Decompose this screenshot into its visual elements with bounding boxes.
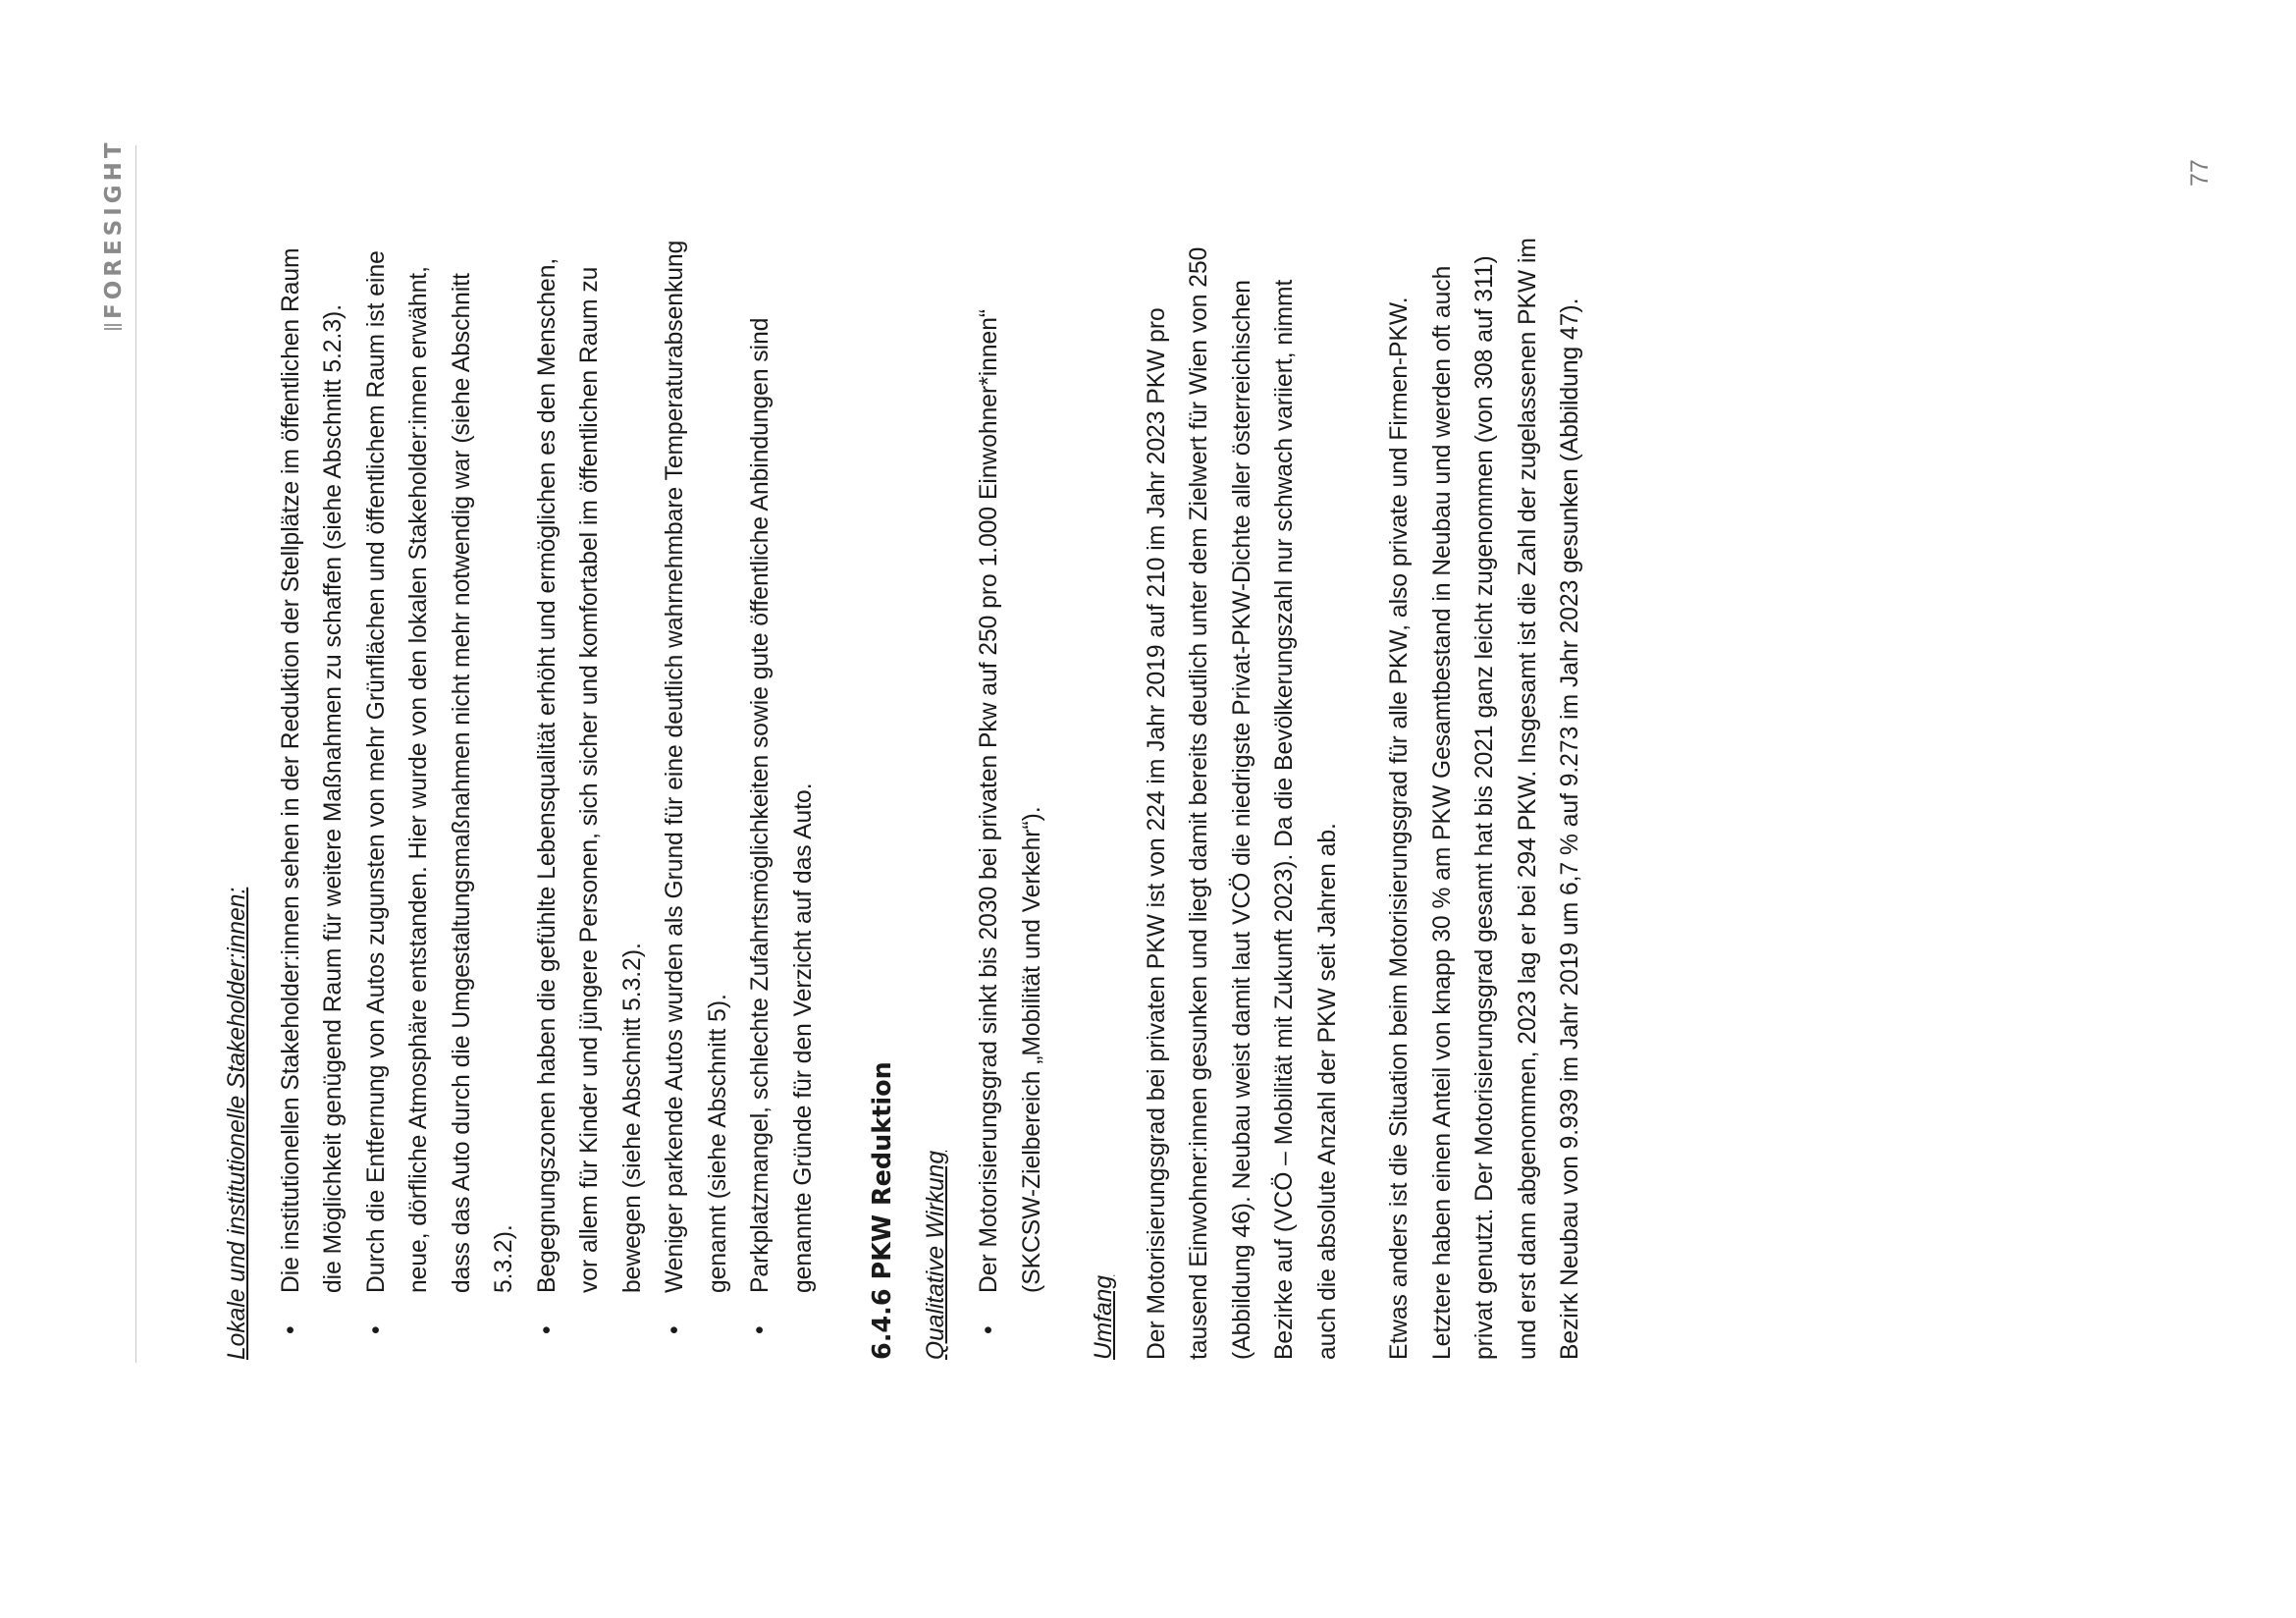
scope-subheading: Umfang [1091,1274,1117,1360]
effect-bullet-list [968,231,1053,1360]
list-item-text: Begegnungszonen haben die gefühlte Lebensqualität erhöht und ermöglichen es den Menschen, vor allem für Kinder und jüngere Personen, sich sicher und komfortabel im öffentlichen Raum zu bewegen (siehe Abschnitt 5.3.2). [533,257,646,1293]
spacer [1349,231,1378,1360]
qualitative-effect-subheading: Qualitative Wirkung [922,1150,949,1360]
page-content [216,231,1592,1360]
bullet-icon: • [747,1325,774,1334]
body-paragraph: Der Motorisierungsgrad bei privaten PKW ist von 224 im Jahr 2019 auf 210 im Jahr 2023 PKW pro tausend Einwohner:innen gesunken und liegt damit bereits deutlich unter dem Zielwert für Wien von 250 (Abbildung 46). Neubau weist damit laut VCÖ die niedrigste Privat-PKW-Dichte aller österreichischen Bezirke auf (VCÖ – Mobilität mit Zukunft 2023). Da die Bevölkerungszahl nur schwach variiert, nimmt auch die absolute Anzahl der PKW seit Jahren ab. [1143,246,1341,1360]
page-number: 77 [2186,159,2214,187]
header-divider [135,145,136,1363]
list-item [654,231,739,1360]
section-heading: 6.4.6 PKW Reduktion [868,1061,897,1360]
stakeholder-bullet-list [270,231,826,1360]
brand-logo [101,138,127,330]
bullet-icon: • [362,1325,390,1334]
body-paragraph: Etwas anders ist die Situation beim Motorisierungsgrad für alle PKW, also private und Firmen-PKW. Letztere haben einen Anteil von knapp 30 % am PKW Gesamtbestand in Neubau und werden oft auch privat genutzt. Der Motorisierungsgrad gesamt hat bis 2021 ganz leicht zugenommen (von 308 auf 311) und erst dann abgenommen, 2023 lag er bei 294 PKW. Insgesamt ist die Zahl der zugelassenen PKW im Bezirk Neubau von 9.939 im Jahr 2019 um 6,7 % auf 9.273 im Jahr 2023 gesunken (Abbildung 47). [1386,238,1583,1360]
list-item [739,231,825,1360]
list-item [968,231,1053,1360]
list-item-text: Der Motorisierungsgrad sinkt bis 2030 bei privaten Pkw auf 250 pro 1.000 Einwohner*innen“ (SKCSW-Zielbereich „Mobilität und Verkehr“). [976,308,1045,1293]
brand-bars-icon [104,322,122,330]
list-item-text: Durch die Entfernung von Autos zugunsten von mehr Grünflächen und öffentlichem Raum ist eine neue, dörfliche Atmosphäre entstanden. Hier wurde von den lokalen Stakeholder:innen erwähnt, dass das Auto durch die Umgestaltungsmaßnahmen nicht mehr notwendig war (siehe Abschnitt 5.3.2). [362,250,517,1293]
list-item-text: Weniger parkende Autos wurden als Grund für eine deutlich wahrnehmbare Temperaturabsenkung genannt (siehe Abschnitt 5). [662,240,731,1293]
list-item [355,231,526,1360]
spacer [1126,231,1136,1360]
spacer [905,231,915,1360]
stakeholder-subheading: Lokale und institutionelle Stakeholder:innen: [224,887,250,1360]
bullet-icon: • [662,1325,688,1334]
bullet-icon: • [533,1325,561,1334]
list-item [526,231,655,1360]
brand-name: FORESIGHT [101,138,127,319]
bullet-icon: • [976,1325,1002,1334]
list-item [270,231,355,1360]
bullet-icon: • [277,1325,304,1334]
spacer [1053,231,1083,1360]
list-item-text: Parkplatzmangel, schlechte Zufahrtsmöglichkeiten sowie gute öffentliche Anbindungen sind genannte Gründe für den Verzicht auf das Auto. [747,317,817,1293]
list-item-text: Die institutionellen Stakeholder:innen sehen in der Reduktion der Stellplätze im öffentlichen Raum die Möglichkeit genügend Raum für weitere Maßnahmen zu schaffen (siehe Abschnitt 5.2.3). [277,247,347,1293]
